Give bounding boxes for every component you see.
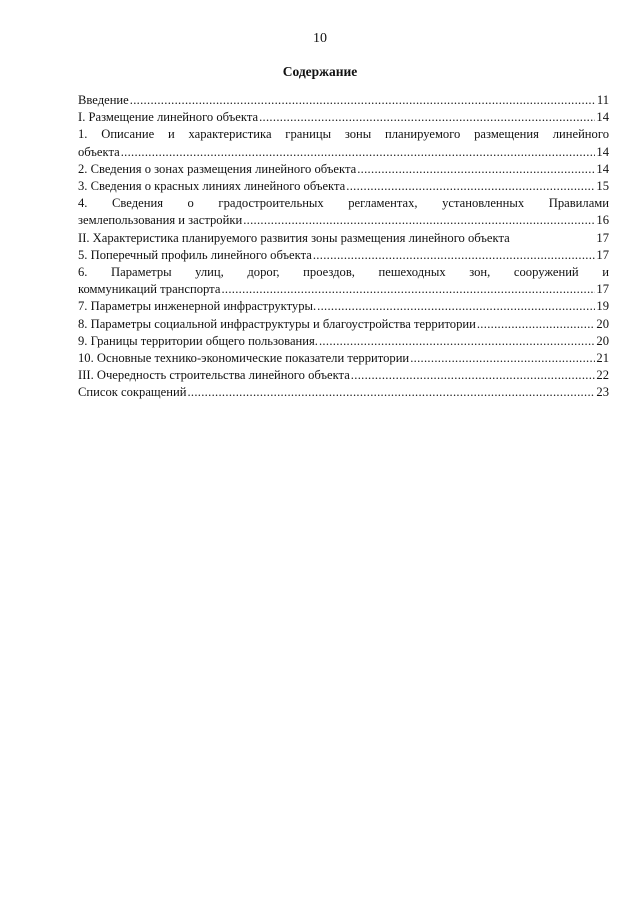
toc-leader-dots [259,109,595,126]
toc-entry-page: 23 [596,385,609,400]
toc-entry-page: 20 [596,333,609,348]
toc-entry-item-6[interactable] [78,264,609,298]
toc-entry-page: 15 [596,179,609,194]
toc-entry-text: Введение [78,93,129,107]
toc-entry-text: землепользования и застройки [78,213,243,228]
toc-entry-item-3[interactable] [78,178,609,195]
toc-entry-abbreviations[interactable] [78,384,609,401]
toc-entry-text-line1: 4. Сведения о градостроительных регламентах, установленных Правилами [78,196,609,211]
toc-entry-text: 7. Параметры инженерной инфраструктуры. [78,299,317,314]
toc-entry-section-2[interactable] [78,230,609,247]
toc-leader-dots [477,316,596,333]
toc-leader-dots [121,144,596,161]
toc-entry-page: 20 [596,316,609,331]
toc-entry-text-line1: 1. Описание и характеристика границы зоны планируемого размещения линейного [78,127,609,142]
toc-leader-dots [221,281,595,298]
toc-entry-text: III. Очередность строительства линейного объекта [78,368,350,383]
toc-entry-item-2[interactable] [78,161,609,178]
toc-entry-item-8[interactable] [78,316,609,333]
toc-entry-text: II. Характеристика планируемого развития зоны размещения линейного объекта [78,230,510,245]
toc-entry-page: 17 [596,230,609,245]
toc-leader-dots [351,367,596,384]
toc-entry-text: объекта [78,144,120,159]
page-number: 10 [313,31,327,46]
toc-entry-item-1[interactable] [78,126,609,160]
toc-entry-item-5[interactable] [78,247,609,264]
toc-entry-page: 17 [596,247,609,262]
toc-entry-page: 17 [596,282,609,297]
toc-entry-text: коммуникаций транспорта [78,282,221,297]
toc-entry-page: 14 [596,144,609,159]
toc-entry-text-line1: 6. Параметры улиц, дорог, проездов, пешеходных зон, сооружений и [78,265,609,280]
toc-entry-text: 5. Поперечный профиль линейного объекта [78,247,312,262]
toc-entry-page: 16 [596,213,609,228]
toc-entry-page: 21 [596,351,609,366]
toc-entry-text: I. Размещение линейного объекта [78,110,259,125]
toc-entry-page: 11 [596,93,609,107]
toc-entry-text: 9. Границы территории общего пользования. [78,333,318,348]
toc-leader-dots [313,247,596,264]
toc-entry-item-9[interactable] [78,333,609,350]
toc-entry-text: 3. Сведения о красных линиях линейного объекта [78,179,346,194]
toc-entry-item-7[interactable] [78,298,609,315]
toc-leader-dots [410,350,595,367]
toc-entry-text: 2. Сведения о зонах размещения линейного объекта [78,161,357,176]
toc-entry-text: 10. Основные технико-экономические показатели территории [78,351,410,366]
toc-entry-page: 22 [596,368,609,383]
toc-entry-page: 14 [596,161,609,176]
toc-entry-page: 14 [596,110,609,125]
table-of-contents [78,92,609,402]
toc-leader-dots [357,161,595,178]
toc-entry-text: Список сокращений [78,385,187,400]
toc-leader-dots [130,92,596,109]
toc-entry-section-1[interactable] [78,109,609,126]
toc-entry-section-3[interactable] [78,367,609,384]
toc-leader-dots [319,333,595,350]
toc-leader-dots [187,384,595,401]
toc-leader-dots [243,212,595,229]
toc-entry-introduction[interactable] [78,92,609,109]
toc-leader-dots [317,298,595,315]
toc-title: Содержание [282,64,358,79]
toc-entry-page: 19 [596,299,609,314]
toc-entry-text: 8. Параметры социальной инфраструктуры и благоустройства территории [78,316,476,331]
toc-entry-item-10[interactable] [78,350,609,367]
toc-entry-item-4[interactable] [78,195,609,229]
toc-leader-dots [346,178,595,195]
